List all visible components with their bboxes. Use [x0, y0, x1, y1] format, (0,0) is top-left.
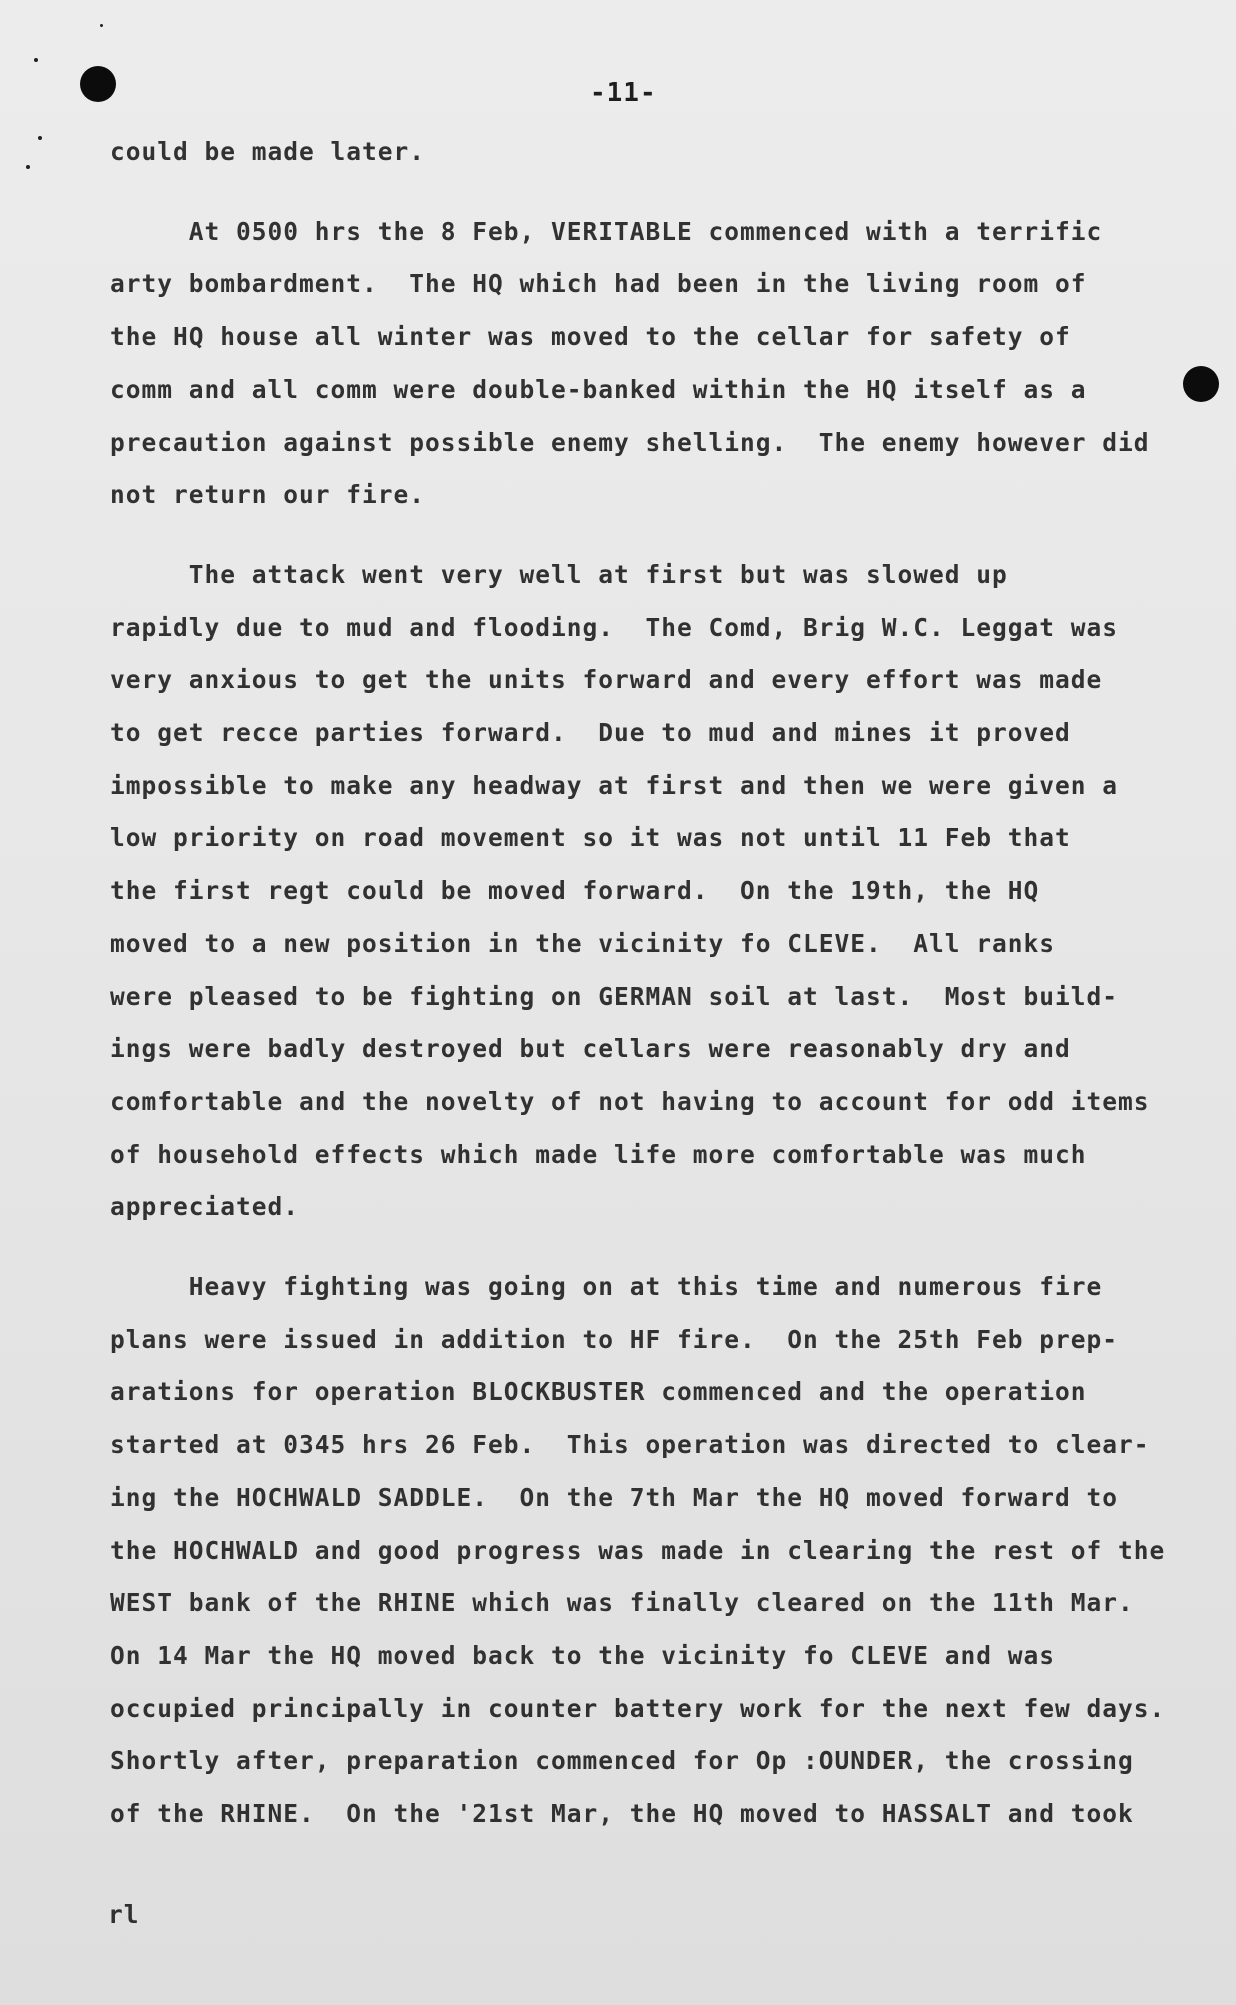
text-line: comfortable and the novelty of not having to account for odd items [110, 1086, 1150, 1116]
typist-initials: rl [108, 1900, 140, 1929]
text-line: the first regt could be moved forward. On the 19th, the HQ [110, 876, 1040, 906]
paragraph [110, 126, 1190, 179]
text-line: The attack went very well at first but was slowed up [110, 559, 1008, 589]
speck [38, 136, 42, 140]
text-line: the HOCHWALD and good progress was made in clearing the rest of the [110, 1535, 1166, 1565]
text-line: started at 0345 hrs 26 Feb. This operation was directed to clear- [110, 1430, 1150, 1460]
text-line: very anxious to get the units forward and every effort was made [110, 665, 1103, 695]
text-line: moved to a new position in the vicinity fo CLEVE. All ranks [110, 928, 1056, 958]
page-number: -11- [590, 78, 657, 108]
speck [100, 24, 103, 27]
text-line: ings were badly destroyed but cellars were reasonably dry and [110, 1034, 1071, 1064]
text-line: comm and all comm were double-banked within the HQ itself as a [110, 374, 1087, 404]
text-line: Heavy fighting was going on at this time and numerous fire [110, 1272, 1103, 1302]
paragraph [110, 1261, 1190, 1841]
text-line: of the RHINE. On the '21st Mar, the HQ moved to HASSALT and took [110, 1799, 1134, 1829]
text-line: plans were issued in addition to HF fire. On the 25th Feb prep- [110, 1324, 1119, 1354]
text-line: arations for operation BLOCKBUSTER commenced and the operation [110, 1377, 1087, 1407]
text-line: Shortly after, preparation commenced for Op :OUNDER, the crossing [110, 1746, 1134, 1776]
paragraph [110, 206, 1190, 522]
text-line: WEST bank of the RHINE which was finally cleared on the 11th Mar. [110, 1588, 1134, 1618]
text-line: ing the HOCHWALD SADDLE. On the 7th Mar the HQ moved forward to [110, 1482, 1119, 1512]
paragraph [110, 549, 1190, 1234]
text-line: arty bombardment. The HQ which had been in the living room of [110, 269, 1087, 299]
text-line: occupied principally in counter battery work for the next few days. [110, 1693, 1166, 1723]
text-line: impossible to make any headway at first and then we were given a [110, 770, 1119, 800]
body-text [110, 126, 1190, 1841]
text-line: On 14 Mar the HQ moved back to the vicinity fo CLEVE and was [110, 1640, 1056, 1670]
text-line: could be made later. [110, 137, 426, 166]
speck [34, 58, 38, 62]
text-line: to get recce parties forward. Due to mud and mines it proved [110, 718, 1071, 748]
speck [26, 165, 30, 169]
text-line: not return our fire. [110, 480, 426, 510]
text-line: of household effects which made life more comfortable was much [110, 1139, 1087, 1169]
text-line: rapidly due to mud and flooding. The Comd, Brig W.C. Leggat was [110, 612, 1119, 642]
punch-hole-top-left [80, 66, 116, 102]
text-line: low priority on road movement so it was not until 11 Feb that [110, 823, 1071, 853]
paragraph-gap [110, 1234, 1190, 1261]
paragraph-gap [110, 522, 1190, 549]
paragraph-gap [110, 179, 1190, 206]
text-line: were pleased to be fighting on GERMAN soil at last. Most build- [110, 981, 1119, 1011]
text-line: precaution against possible enemy shelling. The enemy however did [110, 427, 1150, 457]
text-line: At 0500 hrs the 8 Feb, VERITABLE commenced with a terrific [110, 216, 1103, 246]
text-line: appreciated. [110, 1192, 300, 1222]
text-line: the HQ house all winter was moved to the cellar for safety of [110, 322, 1071, 352]
